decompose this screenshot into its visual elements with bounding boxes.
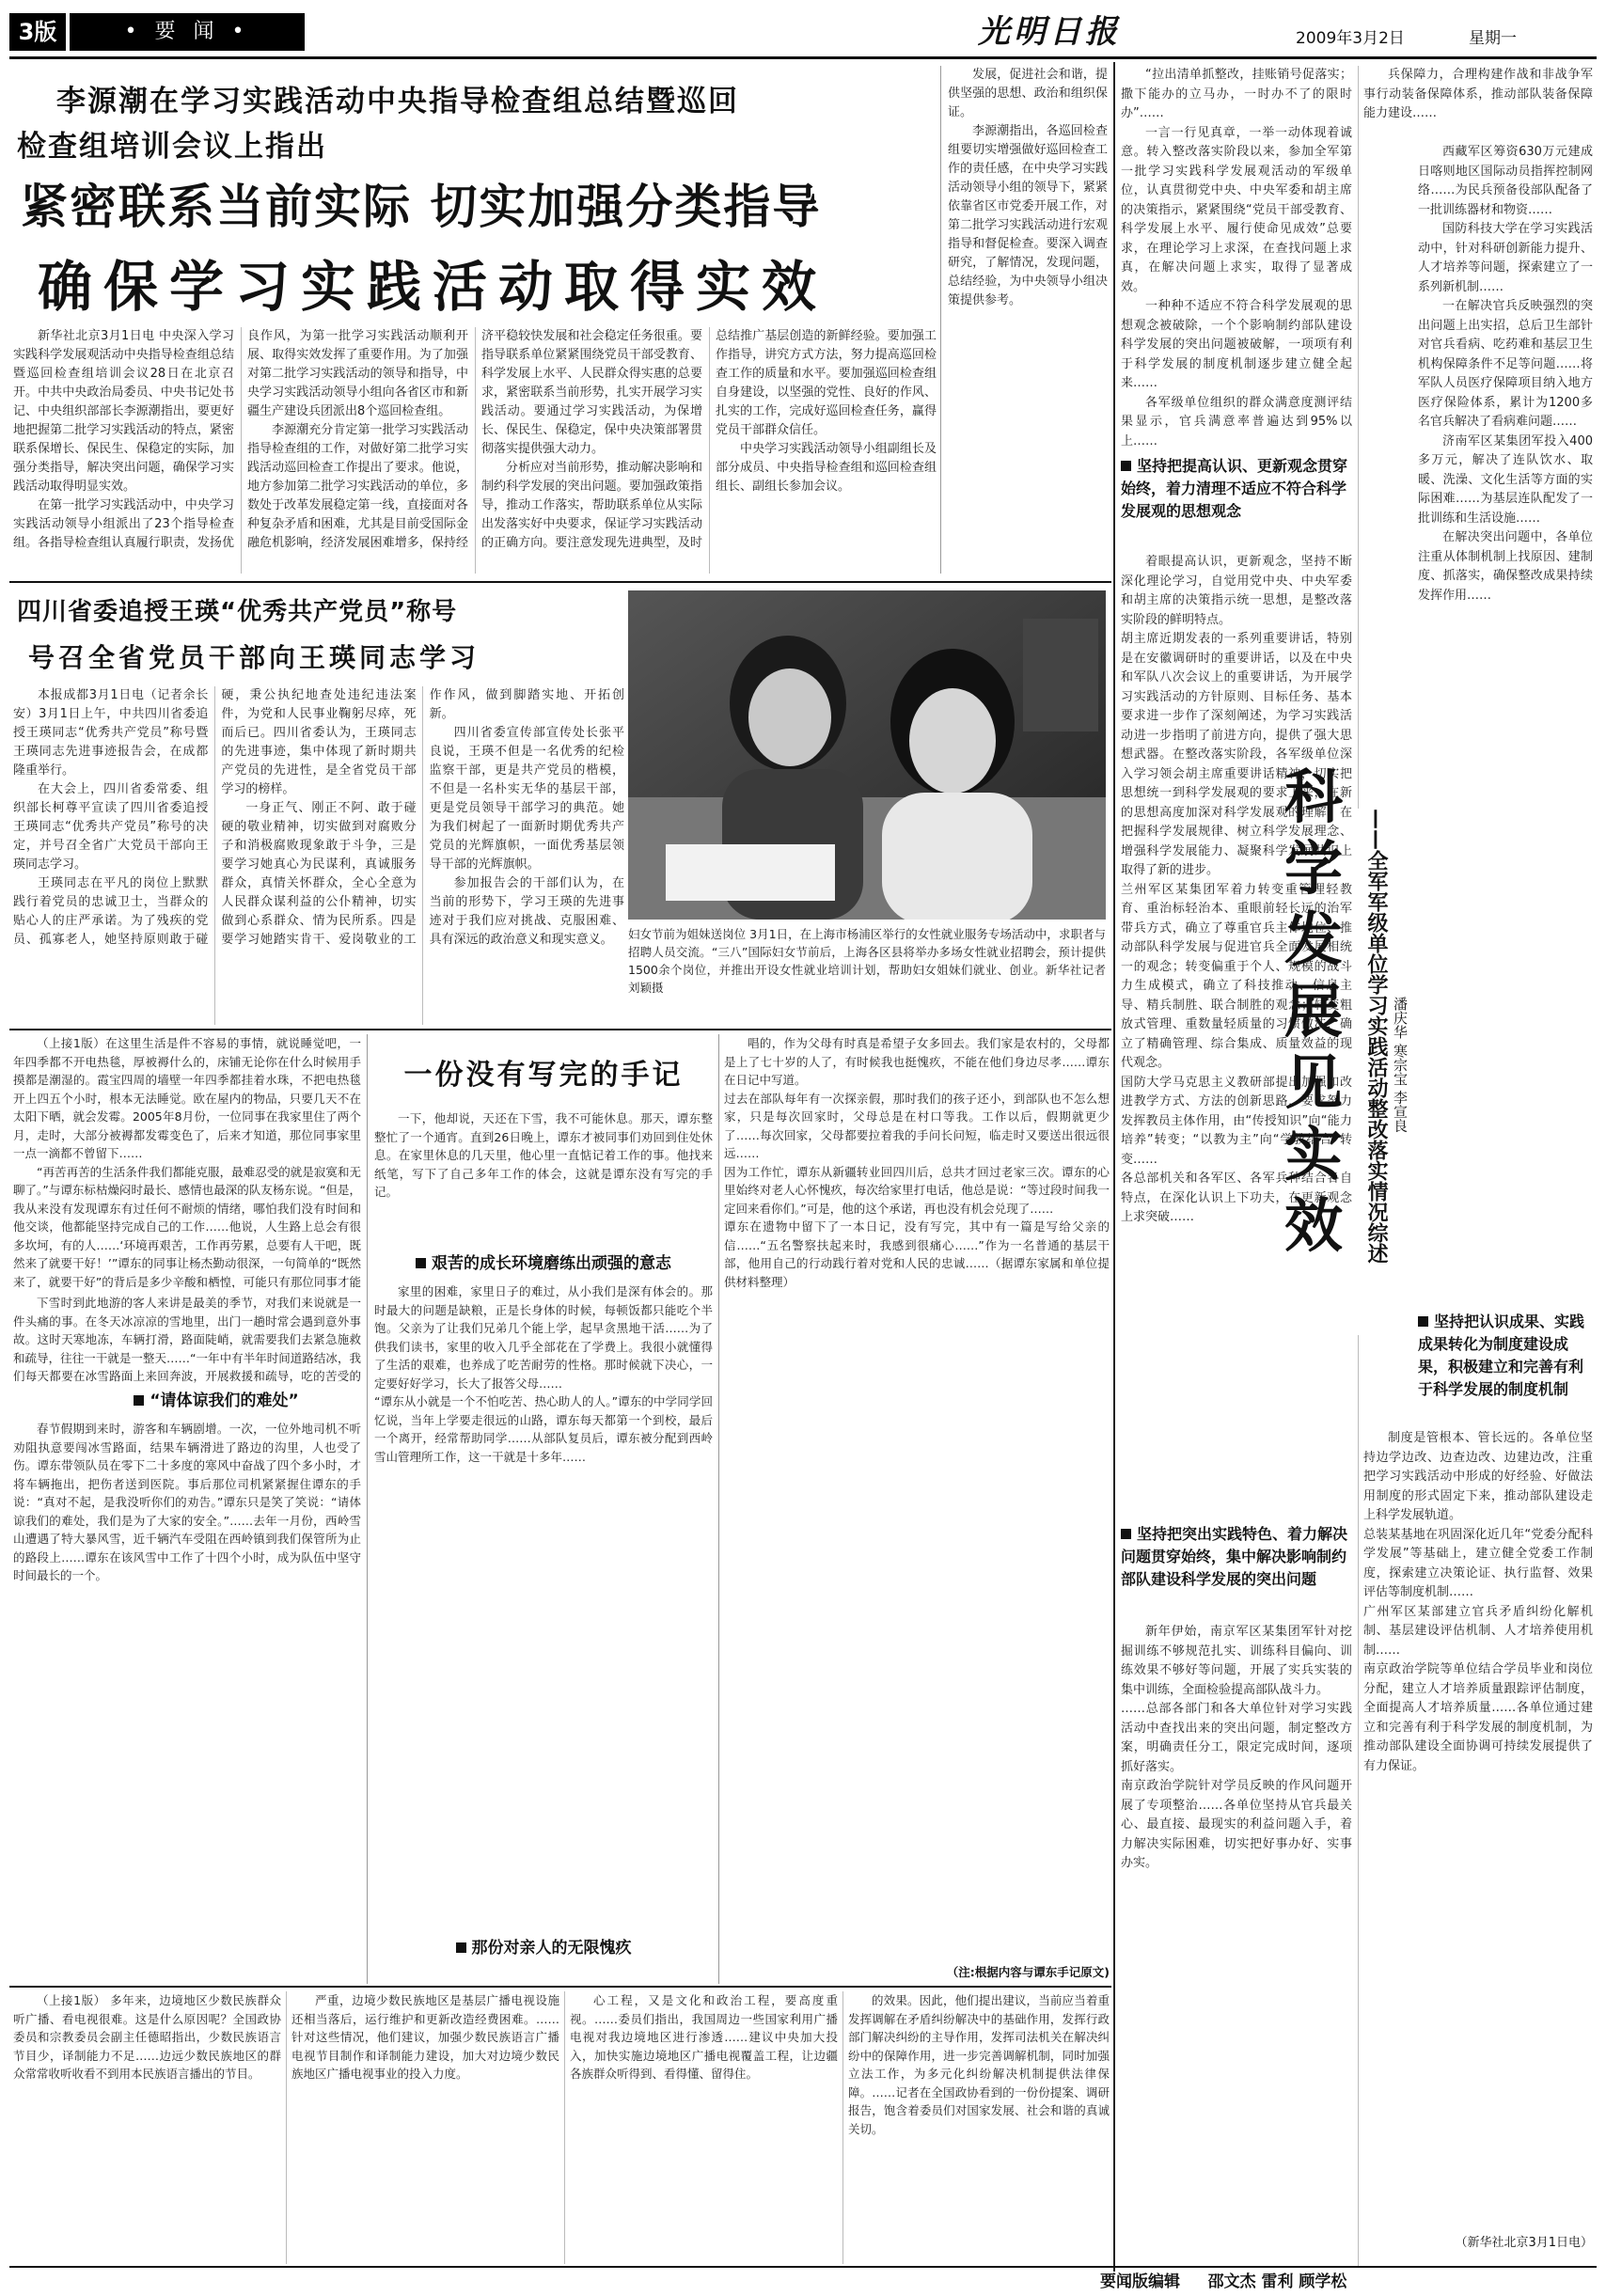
paragraph: 严重，边境少数民族地区是基层广播电视设施还相当落后，运行维护和更新改造经费困难。……针对这些情况，他们建议，加强少数民族语言广播电视节目制作和译制能力建设，加大对边境少数民族地区广播电视事业的投入力度。 (291, 1993, 559, 2081)
photo-caption: 妇女节前为姐妹送岗位 3月1日，在上海市杨浦区举行的女性就业服务专场活动中，求职者与招聘人员交流。“三八”国际妇女节前后，上海各区县将举办多场女性就业招聘会，预计提供1500余个岗位，并推出开设女性就业培训计划，帮助妇女姐妹们就业、创业。新华社记者 刘颖摄 (628, 927, 1106, 995)
kexue-body-1: 着眼提高认识，更新观念，坚持不断深化理论学习，自觉用党中央、中央军委和胡主席的决策指示统一思想，是整改落实阶段的鲜明特点。 胡主席近期发表的一系列重要讲话，特别是在安徽调研时的重要讲话，以及在中央和军队八次会议上的重要讲话，为开展学习实践活动的方针原则、目标任务、基本要求进一步作了深刻阐述，为学习实践活动进一步指明了前进方向，提供了强大思想武器。在整改落实阶段，各军级单位深入学习领会胡主席重要讲话精神，切实把思想统一到科学发展观的要求上来，在新的思想高度加深对科学发展观的理解，在把握科学发展规律、树立科学发展理念、增强科学发展能力、凝聚科学发展共识上取得了新的进步。 兰州军区某集团军着力转变重管理轻教育、重治标轻治本、重眼前轻长远的治军带兵方式，确立了尊重官兵主体地位、推动部队科学发展与促进官兵全面发展相统一的观念；转变偏重于个人、规模的战斗力生成模式，确立了科技推动、信息主导、精兵制胜、联合制胜的观念；转变粗放式管理、重数量轻质量的习惯做法，确立了精确管理、综合集成、质量效益的现代观念。 国防大学马克思主义教研部提出加强和改进教学方式、方法的创新思路，要求努力发挥教员主体作用，由“传授知识”向“能力培养”转变；“以教为主”向“学教结合”转变…… 各总部机关和各军区、各军兵种结合各自特点，在深化认识上下功夫，在更新观念上求突破…… (1121, 555, 1352, 1224)
lead-kicker-1: 李源潮在学习实践活动中央指导检查组总结暨巡回 (56, 85, 739, 118)
column-divider (940, 66, 941, 574)
page-number-badge: 3版 (9, 13, 66, 51)
footer-editors (1100, 2270, 1589, 2294)
column-divider (718, 1034, 719, 1984)
title-char: 效 (1283, 1191, 1343, 1260)
paragraph: 王瑛同志在平凡的岗位上默默践行着党员的忠诚卫士，当群众的贴心人的庄严承诺。为了残疾的党员、孤寡老人，她坚持原则敢于碰硬，秉公执纪地查处违纪违法案件，为党和人民事业鞠躬尽瘁，死而后已。四川省委认为，王瑛同志的先进事迹，集中体现了新时期共产党员的先进性，是全省党员干部学习的榜样。 (13, 688, 417, 947)
title-char: 科 (1283, 763, 1343, 831)
kexue-body-2: 新年伊始，南京军区某集团军针对挖掘训练不够规范扎实、训练科目偏向、训练效果不够好等问题，开展了实兵实装的集中训练，全面检验提高部队战斗力。 ……总部各部门和各大单位针对学习实践活动中查找出来的突出问题，制定整改方案，明确责任分工，限定完成时间，逐项抓好落实。 南京政治学院针对学员反映的作风问题开展了专项整治……各单位坚持从官兵最关心、最直接、最现实的利益问题入手，着力解决实际困难，切实把好事办好、实事办实。 (1121, 1625, 1352, 1870)
lead-title-2: 确保学习实践活动取得实效 (38, 255, 828, 319)
paragraph: 春节假期到来时，游客和车辆剧增。一次，一位外地司机不听劝阻执意要闯冰雪路面，结果车辆滑进了路边的沟里，人也受了伤。谭东带领队员在零下二十多度的寒风中奋战了四个多小时，才将车辆拖出，把伤者送到医院。事后那位司机紧紧握住谭东的手说：“真对不起，是我没听你们的劝告。”谭东只是笑了笑说：“请体谅我们的难处，我们是为了大家的安全。”……去年一月份，西岭雪山遭遇了特大暴风雪，近千辆汽车受阻在西岭镇到我们保管所为止的路段上……谭东在该风雪中工作了十四个小时，成为队伍中坚守时间最长的一个。 (13, 1422, 361, 1582)
title-char: 展 (1283, 977, 1343, 1046)
kexue-vertical-subtitle: ——全军军级单位学习实践活动整改落实情况综述 (1358, 809, 1390, 1335)
diary-left-column (13, 1034, 361, 1288)
diary-end-note: （注:根据内容与谭东手记原文) (946, 1965, 1110, 1979)
column-divider (367, 1034, 368, 1984)
paragraph: 李源潮充分肯定第一批学习实践活动指导检查组的工作，对做好第二批学习实践活动巡回检查工作提出了要求。他说，地方参加第二批学习实践活动的单位，多数处于改革发展稳定第一线，直接面对各种复杂矛盾和困难，尤其是目前受国际金融危机影响，经济发展困难增多，保持经济平稳较快发展和社会稳定任务很重。要指导联系单位紧紧围绕党员干部受教育、科学发展上水平、人民群众得实惠的总要求，紧密联系当前形势，扎实开展学习实践活动。要通过学习实践活动，为保增长、保民生、保稳定，保中央决策部署贯彻落实提供强大动力。 (247, 329, 702, 550)
paragraph: 的效果。因此，他们提出建议，当前应当着重发挥调解在矛盾纠纷解决中的基础作用，发挥行政部门解决纠纷的主导作用，发挥司法机关在解决纠纷中的保障作用，进一步完善调解机制，同时加强立法工作，为多元化纠纷解决机制提供法律保障。……记者在全国政协看到的一份份提案、调研报告，饱含着委员们对国家发展、社会和谐的真诚关切。 (848, 1993, 1110, 2136)
paragraph: “再苦再苦的生活条件我们都能克服，最难忍受的就是寂寞和无聊了。”与谭东标枯燥闷时最长、感情也最深的队友杨东说。“但是，我从来没有发现谭东有过任何不耐烦的情绪，哪怕我们没有时间和他交谈，他都能坚持完成自己的工作……他说，人生路上总会有很多坎坷，有的人……‘环境再艰苦，工作再劳累，总要有人干吧，既然来了就要干好！’”谭东的同事让杨杰勤动很深，一句简单的“既然来了，就要干好”的背后是多少辛酸和栖惶，可能只有那位同事才能 (13, 1164, 361, 1288)
paragraph: 西藏军区筹资630万元建成日喀则地区国际动员指挥控制网络……为民兵预备役部队配备了一批训练器材和物资…… (1418, 145, 1593, 217)
square-bullet-icon (416, 1258, 426, 1268)
bottom-column-3 (570, 1991, 838, 2264)
newspaper-logo: 光明日报 (978, 13, 1121, 51)
section-rule (9, 1029, 1111, 1030)
diary-subhead-3: 那份对亲人的无限愧疚 (374, 1937, 713, 1960)
editor-label: 要闻版编辑 (1100, 2272, 1180, 2291)
kexue-vertical-title (1271, 762, 1356, 1476)
kexue-right-column (1418, 143, 1593, 1309)
issue-weekday: 星期一 (1469, 29, 1517, 48)
paragraph: 下雪时到此地游的客人来讲是最美的季节，对我们来说就是一件头痛的事。在冬天冰凉凉的雪地里，出门一趟时常会遇到意外事故。这时天寒地冻，车辆打滑，路面陡峭，就需要我们去紧急施救和疏导，往往一干就是一整天……“一年中有半年时间道路结冰，我们每天都要在冰雪路面上来回奔波，开展救援和疏导，吃的苦受的 (13, 1296, 361, 1383)
paragraph: 心工程，又是文化和政治工程，要高度重视。……委员们指出，我国周边一些国家利用广播电视对我边境地区进行渗透……建议中央加大投入，加快实施边境地区广播电视覆盖工程，让边疆各族群众听得到、看得懂、留得住。 (570, 1993, 838, 2081)
title-char: 发 (1283, 905, 1343, 974)
paragraph: 一下，他却说，天还在下雪，我不可能休息。那天，谭东整整忙了一个通宵。直到26日晚上，谭东才被同事们劝回到住处休息。在家里休息的几天里，他心里一直惦记着工作的事。他找来纸笔，写下了自己多年工作的体会，这就是谭东没有写完的手记。 (374, 1111, 713, 1199)
paragraph: 兵保障力，合理构建作战和非战争军事行动装备保障体系，推动部队装备保障能力建设…… (1363, 68, 1593, 120)
diary-left-bottom (13, 1420, 361, 1984)
kexue-byline: 潘庆华 寒宗宝 李宣良 (1390, 997, 1410, 1185)
column-divider (1113, 62, 1115, 2272)
paragraph: 各军级单位组织的群众满意度测评结果显示，官兵满意率普遍达到95%以上…… (1121, 395, 1352, 448)
wangying-title-2: 号召全省党员干部向王瑛同志学习 (28, 642, 480, 673)
paragraph: 一身正气、刚正不阿、敢于碰硬的敬业精神，切实做到对腐败分子和消极腐败现象敢于斗争，三是要学习她真心为民谋利，真诚服务群众，真情关怀群众，全心全意为人民群众谋利益的公仆精神，切实做到心系群众、情为民所系。四是要学习她踏实肯干、爱岗敬业的工作作风，做到脚踏实地、开拓创新。 (221, 688, 624, 947)
paragraph: 在大会上，四川省委常委、组织部长柯尊平宣读了四川省委追授王瑛同志“优秀共产党员”称号的决定，并号召全省广大党员干部向王瑛同志学习。 (13, 782, 209, 872)
photo-image (628, 590, 1106, 920)
lead-continued-column (948, 66, 1108, 574)
paragraph: 济南军区某集团军投入400多万元，解决了连队饮水、取暖、洗澡、文化生活等方面的实际困难……为基层连队配发了一批训练和生活设施…… (1418, 433, 1593, 526)
paragraph: 在第一批学习实践活动中，中央学习实践活动领导小组派出了23个指导检查组。各指导检查组认真履行职责，发扬优良作风，为第一批学习实践活动顺利开展、取得实效发挥了重要作用。为了加强对第二批学习实践活动的领导和指导，中央学习实践活动领导小组向各省区市和新疆生产建设兵团派出8个巡回检查组。 (13, 329, 468, 550)
paragraph: 四川省委宣传部宣传处长张平良说，王瑛不但是一名优秀的纪检监察干部，更是共产党员的楷模，不但是一名朴实无华的基层干部，更是党员领导干部学习的典范。她为我们树起了一面新时期优秀共产党员的光辉旗帜，一面优秀基层领导干部的光辉旗帜。 (429, 726, 624, 872)
paragraph: 新华社北京3月1日电 中央深入学习实践科学发展观活动中央指导检查组总结暨巡回检查组培训会议28日在北京召开。中共中央政治局委员、中央书记处书记、中央组织部部长李源潮指出，要更好地把握第二批学习实践活动的特点，紧密联系保增长、保民生、保稳定的实际，加强分类指导，解决突出问题，确保学习实践活动取得明显实效。 (13, 329, 234, 494)
square-bullet-icon (134, 1395, 144, 1406)
kexue-end-note: （新华社北京3月1日电） (1455, 2236, 1593, 2250)
column-divider (842, 1991, 843, 2264)
title-char: 学 (1283, 834, 1343, 903)
paragraph: （上接1版） 多年来，边境地区少数民族群众听广播、看电视很难。这是什么原因呢？全国政协委员和宗教委员会副主任德昭指出，少数民族语言节目少，译制能力不足……边远少数民族地区的群众常常收听收看不到用本民族语言播出的节目。 (13, 1993, 281, 2081)
wangying-body (13, 686, 624, 1025)
diary-right-text: 唱的，作为父母有时真是希望子女多回去。我们家是农村的，父母都是上了七十岁的人了，有时候我也挺愧疚，不能在他们身边尽孝……谭东在日记中写道。 过去在部队每年有一次探亲假，那时我们的孩子还小，到部队也不怎么想家，只是每次回家时，父母总是在村口等我。工作以后，假期就更少了……每次回家，父母都要拉着我的手问长问短，临走时又要送出很远很远…… 因为工作忙，谭东从新疆转业回四川后，总共才回过老家三次。谭东的心里始终对老人心怀愧疚，每次给家里打电话，他总是说：“等过段时间我一定回来看你们。”可是，他的这个承诺，再也没有机会兑现了…… 谭东在遗物中留下了一本日记，没有写完，其中有一篇是写给父亲的信……“五名警察扶起来时，我感到很痛心……”作为一名普通的基层干部，他用自己的行动践行着对党和人民的忠诚……（据谭东家属和单位提供材料整理） (724, 1036, 1110, 1289)
square-bullet-icon (1418, 1316, 1428, 1327)
kexue-body-3: 制度是管根本、管长远的。各单位坚持边学边改、边查边改、边建边改，注重把学习实践活动中形成的好经验、好做法用制度的形式固定下来，推动部队建设走上科学发展轨道。 总装某基地在巩固深化近几年“党委分配科学发展”等基础上，建立健全党委工作制度，探索建立决策论证、执行监督、效果评估等制度机制…… 广州军区某部建立官兵矛盾纠纷化解机制、基层建设评估机制、人才培养使用机制…… 南京政治学院等单位结合学员毕业和岗位分配，建立人才培养质量跟踪评估制度，全面提高人才培养质量……各单位通过建立和完善有利于科学发展的制度机制，为推动部队建设全面协调可持续发展提供了有力保证。 (1363, 1431, 1593, 1773)
diary-title: 一份没有写完的手记 (403, 1059, 684, 1092)
paragraph: 发展，促进社会和谐，提供坚强的思想、政治和组织保证。 (948, 68, 1108, 119)
diary-mid-top (374, 1109, 713, 1250)
bottom-column-4 (848, 1991, 1110, 2264)
lead-body (13, 327, 937, 574)
title-char: 见 (1283, 1048, 1343, 1117)
bottom-column-1 (13, 1991, 281, 2264)
paragraph: “拉出清单抓整改，挂账销号促落实；撒下能办的立马办，一时办不了的限时办”…… (1121, 68, 1352, 120)
kexue-right-top (1363, 66, 1593, 141)
paragraph: （上接1版）在这里生活是件不容易的事情，就说睡觉吧，一年四季都不开电热毯，厚被褥什么的，床铺无论你在什么时候用手摸都是潮湿的。霞宝四周的墙壁一年四季都挂着水珠，不把电热毯开上四五个小时，根本无法睡觉。欧在屋内的物品，只要几天不在太阳下晒，就会发霉。2005年8月份，一位同事在我家里住了两个月，走时，大部分被褥都发霉变色了，后来才知道，那位同事家里一点一滴都不曾留下…… (13, 1036, 361, 1160)
section-bullet-icon: • (124, 20, 155, 43)
paragraph: 一在解决官兵反映强烈的突出问题上出实招，总后卫生部针对官兵看病、吃药难和基层卫生机构保障条件不足等问题……将军队人员医疗保障项目纳入地方医疗保险体系，累计为1200多名官兵解决了看病难问题…… (1418, 299, 1593, 429)
diary-left-mid (13, 1294, 361, 1384)
paragraph: 参加报告会的干部们认为，在当前的形势下，学习王瑛的先进事迹对于我们应对挑战、克服困难、具有深远的政治意义和现实意义。 (429, 876, 624, 947)
editor-names: 邵文杰 雷利 顾学松 (1207, 2272, 1347, 2291)
bottom-column-2 (291, 1991, 559, 2264)
footer-rule (9, 2266, 1597, 2268)
masthead-rule (9, 56, 1597, 59)
paragraph: 分析应对当前形势，推动解决影响和制约科学发展的突出问题。要加强政策指导，推动工作落实，帮助联系单位从实际出发落实好中央要求，保证学习实践活动的正确方向。要注意发现先进典型，及时总结推广基层创造的新鲜经验。要加强工作指导，讲究方式方法，努力提高巡回检查工作的质量和水平。要加强巡回检查组自身建设，以坚强的党性、良好的作风、扎实的工作，完成好巡回检查任务，赢得党员干部群众信任。 (481, 329, 937, 550)
column-divider (564, 1991, 565, 2264)
paragraph: 李源潮指出，各巡回检查组要切实增强做好巡回检查工作的责任感，在中央学习实践活动领导小组的领导下，紧紧依靠省区市党委开展工作，对第二批学习实践活动进行宏观指导和督促检查。要深入调查研究，了解情况，发现问题，总结经验，为中央领导小组决策提供参考。 (948, 124, 1108, 307)
kexue-subhead-1: 坚持把提高认识、更新观念贯穿始终，着力清理不适应不符合科学发展观的思想观念 (1121, 457, 1348, 520)
square-bullet-icon (456, 1942, 466, 1953)
diary-subhead-1: “请体谅我们的难处” (75, 1390, 357, 1413)
diary-mid-text: 家里的困难，家里日子的难过，从小我们是深有体会的。那时最大的问题是缺粮，正是长身体的时候，每顿饭都只能吃个半饱。父亲为了让我们兄弟几个能上学，起早贪黑地干活……为了供我们读书，家里的收入几乎全部花在了学费上。我很小就懂得了生活的艰难，也养成了吃苦耐劳的性格。那时候就下决心，一定要好好学习，长大了报答父母…… “谭东从小就是一个不怕吃苦、热心助人的人。”谭东的中学同学回忆说，当年上学要走很远的山路，谭东每天都第一个到校，最后一个离开，经常帮助同学……从部队复员后，谭东被分配到西岭雪山管理所工作，这一干就是十多年…… (374, 1284, 713, 1464)
paragraph: 在解决突出问题中，各单位注重从体制机制上找原因、建制度、抓落实，确保整改成果持续发挥作用…… (1418, 530, 1593, 603)
diary-subhead-2: 艰苦的成长环境磨练出顽强的意志 (374, 1252, 713, 1276)
paragraph: 一种种不适应不符合科学发展观的思想观念被破除，一个个影响制约部队建设科学发展的突出问题被破解，一项项有利于科学发展的制度机制逐步建立健全起来…… (1121, 299, 1352, 390)
paragraph: 一言一行见真章，一举一动体现着诚意。转入整改落实阶段以来，参加全军第一批学习实践科学发展观活动的军级单位，认真贯彻党中央、中央军委和胡主席的决策指示，紧紧围绕“党员干部受教育、科学发展上水平、履行使命见成效”总要求，在理论学习上求深，在查找问题上求真，在解决问题上求实，取得了显著成效。 (1121, 125, 1352, 294)
paragraph: 中央学习实践活动领导小组副组长及部分成员、中央指导检查组和巡回检查组组长、副组长参加会议。 (716, 442, 937, 494)
issue-date: 2009年3月2日 (1296, 29, 1405, 48)
section-rule (9, 1986, 1111, 1988)
column-divider (286, 1991, 287, 2264)
section-label: • 要 闻 • (70, 13, 305, 51)
title-char: 实 (1283, 1120, 1343, 1188)
lead-title-1: 紧密联系当前实际 切实加强分类指导 (21, 179, 822, 234)
square-bullet-icon (1121, 461, 1131, 471)
paragraph: 本报成都3月1日电（记者余长安）3月1日上午，中共四川省委追授王瑛同志“优秀共产党员”称号暨王瑛同志先进事迹报告会，在成都隆重举行。 (13, 688, 209, 778)
masthead (9, 11, 1597, 55)
wangying-title-1: 四川省委追授王瑛“优秀共产党员”称号 (17, 598, 458, 626)
square-bullet-icon (1121, 1529, 1131, 1539)
lead-kicker-2: 检查组培训会议上指出 (17, 130, 327, 164)
section-rule (9, 581, 1111, 583)
section-bullet-icon: • (219, 20, 250, 43)
kexue-subhead-2: 坚持把突出实践特色、着力解决问题贯穿始终，集中解决影响制约部队建设科学发展的突出问题 (1121, 1525, 1348, 1588)
paragraph: 国防科技大学在学习实践活动中，针对科研创新能力提升、人才培养等问题，探索建立了一系列新机制…… (1418, 222, 1593, 294)
news-photo (628, 590, 1106, 920)
kexue-subhead-3: 坚持把认识成果、实践成果转化为制度建设成果，积极建立和完善有利于科学发展的制度机制 (1418, 1313, 1585, 1398)
